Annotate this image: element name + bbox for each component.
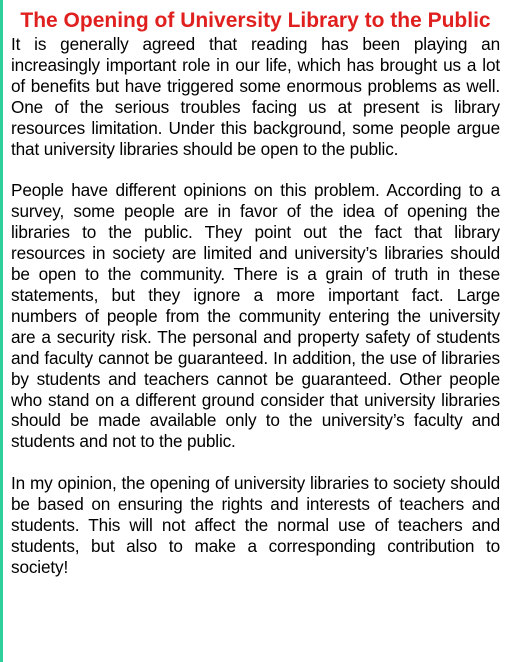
paragraph-spacer xyxy=(11,159,500,180)
document-title: The Opening of University Library to the Public xyxy=(20,9,491,32)
paragraph-spacer xyxy=(11,452,500,473)
paragraph-introduction: It is generally agreed that reading has been playing an increasingly important role in our life, which has brought us a lot of benefits but have triggered some enormous problems as well. One of the serious troubles facing us at present is library resources limitation. Under this background, some people argue that university libraries should be open to the public. xyxy=(11,34,500,159)
paragraph-opinions: People have different opinions on this problem. According to a survey, some people are in favor of the idea of opening the libraries to the public. They point out the fact that library resources in society are limited and university’s libraries should be open to the community. There is a grain of truth in these statements, but they ignore a more important fact. Large numbers of people from the community entering the university are a security risk. The personal and property safety of students and faculty cannot be guaranteed. In addition, the use of libraries by students and teachers cannot be guaranteed. Other people who stand on a different ground consider that university libraries should be made available only to the university’s faculty and students and not to the public. xyxy=(11,180,500,452)
paragraph-conclusion: In my opinion, the opening of university libraries to society should be based on ensuring the rights and interests of teachers and students. This will not affect the normal use of teachers and students, but also to make a corresponding contribution to society! xyxy=(11,473,500,577)
